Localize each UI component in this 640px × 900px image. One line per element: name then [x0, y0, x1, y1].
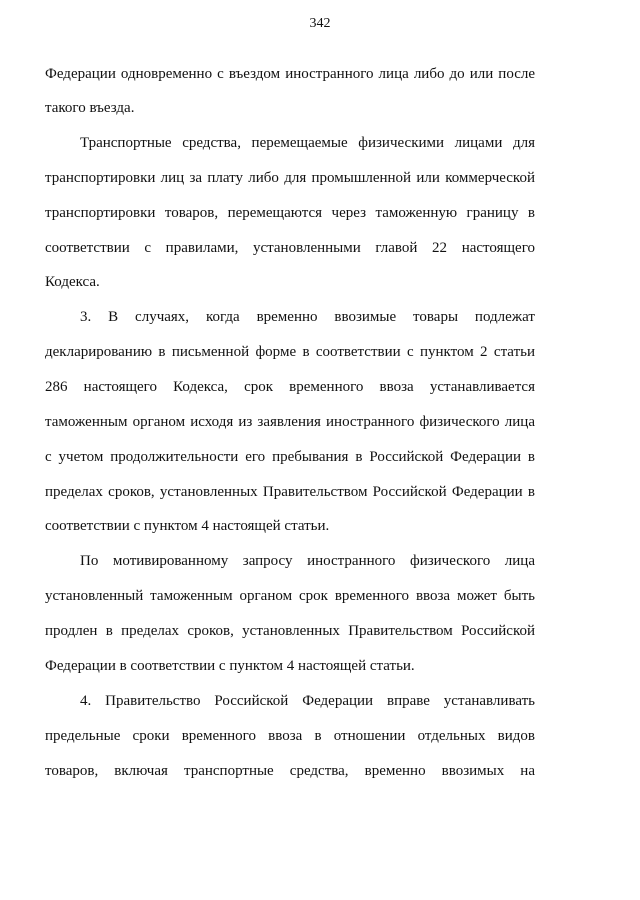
text-line: Федерации одновременно с въездом иностранного лица либо до или после — [45, 66, 535, 82]
text-line: соответствии с пунктом 4 настоящей статьи. — [45, 518, 330, 534]
text-line: такого въезда. — [45, 100, 135, 116]
text-line: предельные сроки временного ввоза в отношении отдельных видов — [45, 728, 535, 744]
text-line: декларированию в письменной форме в соответствии с пунктом 2 статьи — [45, 344, 535, 360]
text-line: транспортировки товаров, перемещаются через таможенную границу в — [45, 205, 535, 221]
text-line: соответствии с правилами, установленными главой 22 настоящего — [45, 240, 535, 256]
text-line: Федерации в соответствии с пунктом 4 настоящей статьи. — [45, 658, 415, 674]
text-line: таможенным органом исходя из заявления иностранного физического лица — [45, 414, 535, 430]
text-line: 3. В случаях, когда временно ввозимые товары подлежат — [80, 309, 535, 325]
text-line: с учетом продолжительности его пребывания в Российской Федерации в — [45, 449, 535, 465]
text-line: 286 настоящего Кодекса, срок временного ввоза устанавливается — [45, 379, 535, 395]
text-line: пределах сроков, установленных Правительством Российской Федерации в — [45, 484, 535, 500]
text-line: транспортировки лиц за плату либо для промышленной или коммерческой — [45, 170, 535, 186]
text-line: продлен в пределах сроков, установленных Правительством Российской — [45, 623, 535, 639]
text-line: По мотивированному запросу иностранного физического лица — [80, 553, 535, 569]
text-line: товаров, включая транспортные средства, временно ввозимых на — [45, 763, 535, 779]
text-line: Транспортные средства, перемещаемые физическими лицами для — [80, 135, 535, 151]
text-line: 4. Правительство Российской Федерации вправе устанавливать — [80, 693, 535, 709]
page-number: 342 — [309, 16, 331, 31]
text-line: установленный таможенным органом срок временного ввоза может быть — [45, 588, 535, 604]
text-line: Кодекса. — [45, 274, 100, 290]
